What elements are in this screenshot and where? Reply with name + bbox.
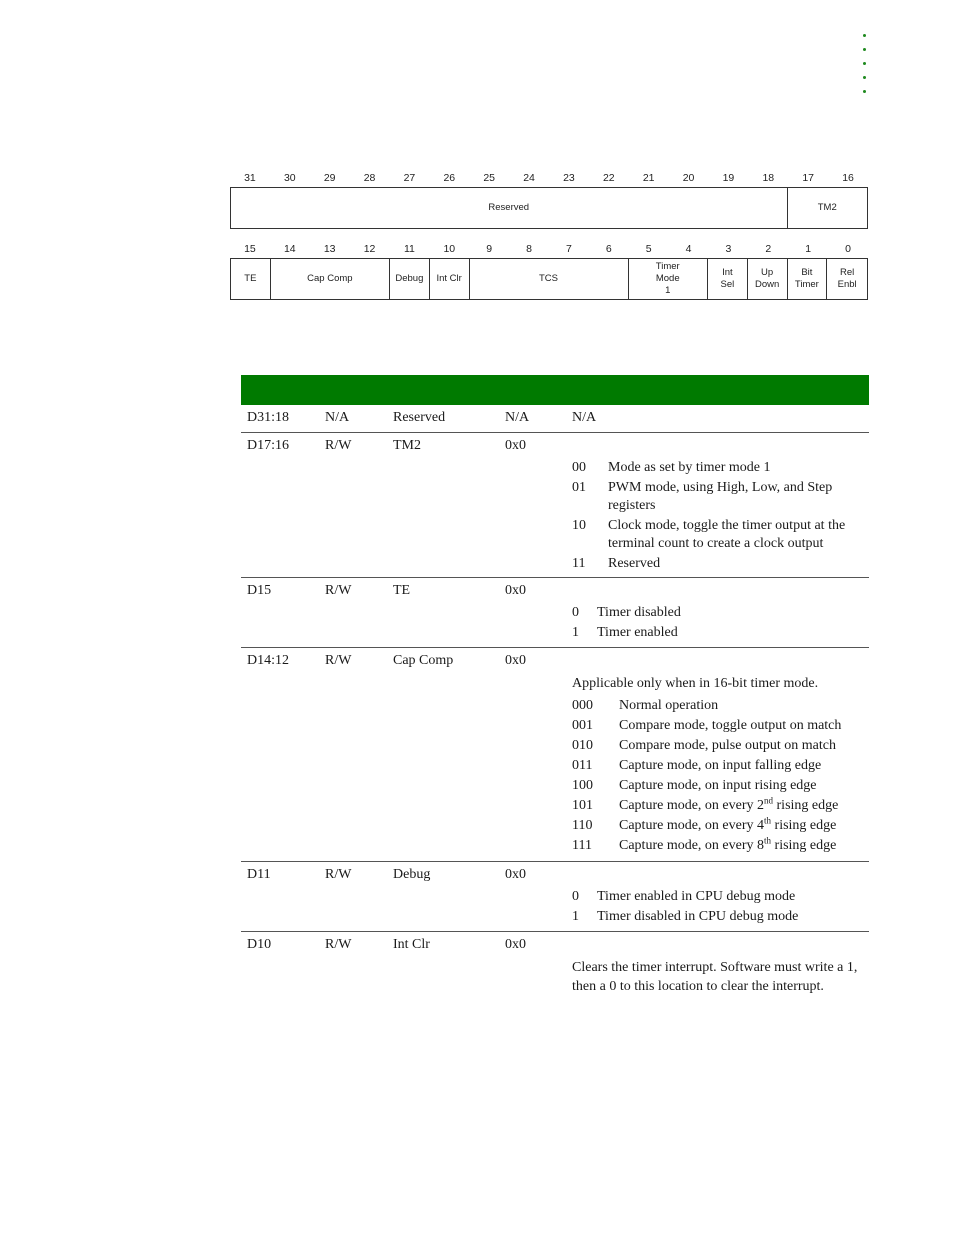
register-field: Rel Enbl — [837, 267, 857, 290]
bit-number: 26 — [443, 172, 456, 184]
option-item — [572, 604, 864, 622]
bit-number: 22 — [602, 172, 615, 184]
mnemonic-cell: Reserved — [393, 410, 446, 425]
option-item — [572, 517, 864, 553]
bit-number: 13 — [323, 243, 336, 255]
bit-number: 16 — [842, 172, 854, 184]
option-item — [572, 777, 864, 795]
register-field: Int Sel — [708, 259, 748, 299]
option-item — [572, 888, 864, 906]
bit-numbers-high — [230, 171, 868, 185]
option-code: 0 — [572, 605, 579, 620]
option-text — [572, 604, 864, 622]
option-code: 11 — [572, 556, 586, 571]
description-cell — [572, 604, 864, 644]
access-cell: R/W — [325, 653, 352, 668]
bits-cell: D14:12 — [247, 653, 289, 668]
description-cell — [572, 888, 864, 928]
option-text-main: Normal operation — [619, 698, 719, 713]
option-text — [572, 479, 864, 515]
register-field: TM2 — [817, 202, 837, 213]
option-code: 000 — [572, 698, 593, 713]
bit-number: 7 — [566, 243, 572, 255]
option-text — [572, 797, 864, 815]
reset-cell: 0x0 — [505, 583, 526, 598]
register-diagram-low — [230, 242, 868, 300]
option-code: 10 — [572, 518, 586, 533]
reset-cell: 0x0 — [505, 438, 526, 453]
option-text — [572, 459, 864, 477]
description-cell: N/A — [572, 410, 597, 425]
reset-cell: N/A — [505, 410, 530, 425]
option-code: 101 — [572, 798, 593, 813]
option-item — [572, 817, 864, 835]
table-row — [241, 405, 869, 433]
bit-number: 15 — [244, 243, 256, 255]
bits-cell: D15 — [247, 583, 272, 598]
option-text — [572, 555, 864, 573]
option-text — [572, 757, 864, 775]
option-text-main: Timer disabled in CPU debug mode — [597, 909, 799, 924]
option-item — [572, 459, 864, 477]
register-field: Reserved — [231, 188, 788, 228]
bits-cell: D17:16 — [247, 438, 289, 453]
option-text-main: Capture mode, on input rising edge — [619, 778, 817, 793]
dot-icon — [863, 48, 866, 51]
bit-number: 31 — [244, 172, 256, 184]
option-item — [572, 737, 864, 755]
option-text — [572, 624, 864, 642]
table-row — [241, 433, 869, 578]
option-text — [572, 697, 864, 715]
option-superscript: nd — [764, 795, 774, 806]
access-cell: R/W — [325, 937, 352, 952]
option-item — [572, 697, 864, 715]
option-item — [572, 479, 864, 515]
bit-number: 27 — [403, 172, 416, 184]
bit-number: 5 — [645, 243, 652, 255]
bit-number: 30 — [283, 172, 296, 184]
bits-cell: D11 — [247, 867, 271, 882]
option-code: 111 — [572, 838, 592, 853]
access-cell: R/W — [325, 583, 352, 598]
register-field: Timer Mode 1 — [629, 259, 709, 299]
bit-number: 11 — [403, 243, 415, 255]
dot-icon — [863, 90, 866, 93]
table-row — [241, 932, 869, 1002]
register-field: TCS — [470, 259, 629, 299]
option-code: 00 — [572, 460, 586, 475]
description-cell — [572, 958, 864, 996]
option-text-main: Reserved — [608, 556, 661, 571]
bit-number: 6 — [605, 243, 612, 255]
option-code: 01 — [572, 480, 586, 495]
bit-number: 1 — [805, 243, 812, 255]
access-cell: R/W — [325, 438, 352, 453]
bit-number: 25 — [483, 172, 496, 184]
option-text-main: PWM mode, using High, Low, and Step registers — [608, 480, 833, 513]
option-text-main: Mode as set by timer mode 1 — [608, 460, 771, 475]
option-text-main: Capture mode, on input falling edge — [619, 758, 822, 773]
mnemonic-cell: Cap Comp — [393, 653, 454, 668]
option-text-after: rising edge — [771, 838, 837, 853]
bit-number: 8 — [526, 243, 532, 255]
description-cell — [572, 459, 864, 575]
bits-cell: D10 — [247, 937, 272, 952]
option-code: 001 — [572, 718, 593, 733]
access-cell: N/A — [325, 410, 350, 425]
bit-number: 2 — [765, 243, 772, 255]
option-superscript: th — [764, 835, 772, 846]
register-field: Bit Timer — [788, 259, 828, 299]
mnemonic-cell: Int Clr — [393, 937, 430, 952]
bit-number: 29 — [323, 172, 336, 184]
bit-number: 24 — [523, 172, 535, 184]
register-bit-table — [241, 375, 869, 1002]
option-code: 1 — [572, 909, 579, 924]
bit-number: 10 — [443, 243, 456, 255]
mnemonic-cell: Debug — [393, 867, 431, 882]
option-text — [572, 837, 864, 855]
register-field: Cap Comp — [271, 259, 390, 299]
option-text-main: Timer enabled in CPU debug mode — [597, 889, 796, 904]
access-cell: R/W — [325, 867, 352, 882]
dot-icon — [863, 62, 866, 65]
table-body — [241, 405, 869, 1002]
option-text — [572, 908, 864, 926]
option-text-main: Timer disabled — [597, 605, 681, 620]
bit-numbers-low — [230, 242, 868, 256]
bit-number: 28 — [363, 172, 376, 184]
register-diagram-high — [230, 171, 868, 229]
bit-number: 14 — [283, 243, 296, 255]
option-code: 110 — [572, 818, 593, 833]
option-text-main: Compare mode, toggle output on match — [619, 718, 842, 733]
option-text — [572, 817, 864, 835]
option-item — [572, 908, 864, 926]
option-text-main: Capture mode, on every 4 — [619, 818, 765, 833]
option-text — [572, 517, 864, 553]
bit-number: 21 — [642, 172, 655, 184]
reset-cell: 0x0 — [505, 653, 526, 668]
table-row — [241, 648, 869, 862]
option-text-after: rising edge — [771, 818, 837, 833]
bit-number: 20 — [682, 172, 695, 184]
description-note: Clears the timer interrupt. Software must write a 1, then a 0 to this location to clear the interrupt. — [572, 960, 858, 994]
register-field: Int Clr — [430, 259, 470, 299]
option-text-main: Clock mode, toggle the timer output at the terminal count to create a clock output — [608, 518, 846, 551]
option-code: 0 — [572, 889, 579, 904]
bit-number: 23 — [563, 172, 575, 184]
option-text-main: Capture mode, on every 2 — [619, 798, 765, 813]
register-fields-high — [230, 187, 868, 229]
description-cell — [572, 674, 864, 857]
option-item — [572, 555, 864, 573]
option-text-after: rising edge — [773, 798, 839, 813]
register-field: Up Down — [748, 259, 788, 299]
option-item — [572, 757, 864, 775]
bit-number: 12 — [363, 243, 376, 255]
option-text-main: Capture mode, on every 8 — [619, 838, 765, 853]
option-text-main: Timer enabled — [597, 625, 678, 640]
option-code: 100 — [572, 778, 593, 793]
option-code: 010 — [572, 738, 593, 753]
option-text — [572, 717, 864, 735]
bit-number: 19 — [722, 172, 735, 184]
option-text-main: Compare mode, pulse output on match — [619, 738, 836, 753]
option-text — [572, 888, 864, 906]
table-row — [241, 578, 869, 648]
option-superscript: th — [764, 815, 772, 826]
reset-cell: 0x0 — [505, 937, 526, 952]
dot-icon — [863, 34, 866, 37]
bit-number: 3 — [725, 243, 732, 255]
mnemonic-cell: TE — [393, 583, 411, 598]
table-row — [241, 862, 869, 932]
register-field: Debug — [390, 259, 430, 299]
bit-number: 17 — [802, 172, 815, 184]
option-item — [572, 797, 864, 815]
reset-cell: 0x0 — [505, 867, 526, 882]
option-item — [572, 624, 864, 642]
register-field: TE — [231, 259, 271, 299]
option-code: 011 — [572, 758, 593, 773]
description-note: Applicable only when in 16-bit timer mode. — [572, 676, 819, 691]
option-item — [572, 837, 864, 855]
bit-number: 18 — [762, 172, 775, 184]
option-item — [572, 717, 864, 735]
mnemonic-cell: TM2 — [393, 438, 421, 453]
option-text — [572, 777, 864, 795]
bit-number: 4 — [685, 243, 692, 255]
margin-dots — [863, 34, 871, 104]
option-code: 1 — [572, 625, 579, 640]
bits-cell: D31:18 — [247, 410, 289, 425]
bit-number: 0 — [845, 243, 851, 255]
register-fields-low — [230, 258, 868, 300]
dot-icon — [863, 76, 866, 79]
option-text — [572, 737, 864, 755]
bit-number: 9 — [486, 243, 493, 255]
table-header-bar — [241, 375, 869, 405]
